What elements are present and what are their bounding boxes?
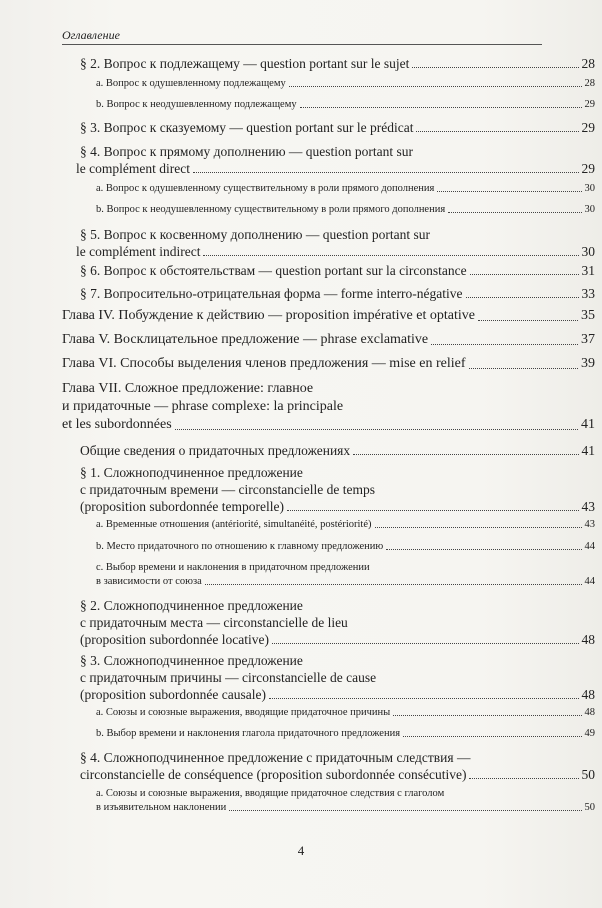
entry-title-line: § 7. Вопросительно-отрицательная форма — forme interro-négative bbox=[80, 286, 463, 301]
entry-title-line: § 3. Сложноподчиненное предложение bbox=[80, 653, 303, 668]
entry-page-number: 39 bbox=[581, 356, 595, 371]
entry-page-number: 30 bbox=[581, 244, 595, 259]
entry-title-line: a. Союзы и союзные выражения, вводящие придаточное следствия с глаголом bbox=[96, 788, 445, 799]
entry-title-line: § 2. Вопрос к подлежащему — question portant sur le sujet bbox=[80, 56, 410, 71]
entry-page-number: 48 bbox=[584, 707, 595, 718]
entry-title-line: Глава V. Восклицательное предложение — phrase exclamative bbox=[62, 332, 429, 347]
entry-title-line: b. Выбор времени и наклонения глагола придаточного предложения bbox=[96, 728, 401, 739]
section-entry bbox=[80, 464, 595, 515]
dot-leader bbox=[287, 510, 579, 511]
entry-title-line: (proposition subordonnée causale) bbox=[80, 687, 266, 702]
subsection-entry bbox=[96, 540, 595, 554]
entry-title-line: a. Вопрос к одушевленному существительному в роли прямого дополнения bbox=[96, 183, 435, 194]
entry-page-number: 28 bbox=[581, 56, 595, 71]
dot-leader bbox=[448, 212, 581, 213]
dot-leader bbox=[193, 172, 579, 173]
chapter-entry bbox=[62, 331, 595, 349]
entry-title-line: в зависимости от союза bbox=[96, 576, 202, 587]
subsection-entry bbox=[96, 706, 595, 720]
entry-title-line: Глава VI. Способы выделения членов предложения — mise en relief bbox=[62, 356, 466, 371]
entry-page-number: 30 bbox=[584, 183, 595, 194]
chapter-entry bbox=[62, 307, 595, 325]
entry-title-line: le complément direct bbox=[76, 161, 190, 176]
subsection-entry bbox=[96, 98, 595, 112]
page-number: 4 bbox=[297, 843, 305, 858]
entry-title-line: в изъявительном наклонении bbox=[96, 802, 227, 813]
section-entry bbox=[80, 749, 595, 783]
entry-page-number: 37 bbox=[581, 332, 595, 347]
entry-page-number: 35 bbox=[581, 308, 595, 323]
section-entry bbox=[80, 442, 595, 459]
entry-title-line: b. Вопрос к неодушевленному существительному в роли прямого дополнения bbox=[96, 204, 446, 215]
entry-title-line: (proposition subordonnée temporelle) bbox=[80, 499, 284, 514]
subsection-entry bbox=[96, 182, 595, 196]
entry-page-number: 43 bbox=[581, 499, 595, 514]
subsection-entry bbox=[96, 727, 595, 741]
dot-leader bbox=[470, 274, 579, 275]
section-entry bbox=[80, 119, 595, 136]
entry-title-line: и придаточные — phrase complexe: la principale bbox=[62, 399, 344, 414]
section-entry bbox=[76, 226, 595, 260]
entry-title-line: le complément indirect bbox=[76, 244, 201, 259]
dot-leader bbox=[386, 549, 581, 550]
dot-leader bbox=[203, 255, 578, 256]
entry-page-number: 44 bbox=[584, 576, 595, 587]
dot-leader bbox=[403, 736, 581, 737]
entry-page-number: 49 bbox=[584, 728, 595, 739]
dot-leader bbox=[269, 698, 579, 699]
entry-title-line: с придаточным места — circonstancielle de lieu bbox=[80, 615, 348, 630]
running-header: Оглавление bbox=[62, 28, 542, 45]
entry-title-line: (proposition subordonnée locative) bbox=[80, 632, 269, 647]
entry-page-number: 50 bbox=[581, 767, 595, 782]
entry-page-number: 29 bbox=[581, 120, 595, 135]
section-entry bbox=[80, 597, 595, 648]
dot-leader bbox=[466, 297, 579, 298]
entry-title-line: Глава VII. Сложное предложение: главное bbox=[62, 381, 314, 396]
entry-page-number: 48 bbox=[581, 687, 595, 702]
entry-page-number: 29 bbox=[581, 161, 595, 176]
entry-page-number: 43 bbox=[584, 519, 595, 530]
dot-leader bbox=[416, 131, 578, 132]
entry-page-number: 44 bbox=[584, 541, 595, 552]
section-entry bbox=[80, 285, 595, 302]
entry-page-number: 48 bbox=[581, 632, 595, 647]
entry-title-line: Глава IV. Побуждение к действию — proposition impérative et optative bbox=[62, 308, 475, 323]
entry-title-line: § 4. Сложноподчиненное предложение с придаточным следствия — bbox=[80, 750, 471, 765]
dot-leader bbox=[375, 527, 582, 528]
dot-leader bbox=[353, 454, 578, 455]
dot-leader bbox=[229, 810, 581, 811]
dot-leader bbox=[431, 344, 578, 345]
entry-title-line: § 2. Сложноподчиненное предложение bbox=[80, 598, 303, 613]
section-entry bbox=[76, 143, 595, 177]
dot-leader bbox=[393, 715, 581, 716]
section-entry bbox=[80, 652, 595, 703]
entry-page-number: 41 bbox=[581, 443, 595, 458]
dot-leader bbox=[205, 584, 582, 585]
entry-title-line: § 3. Вопрос к сказуемому — question portant sur le prédicat bbox=[80, 120, 414, 135]
entry-page-number: 30 bbox=[584, 204, 595, 215]
dot-leader bbox=[437, 191, 581, 192]
entry-title-line: с придаточным причины — circonstancielle de cause bbox=[80, 670, 377, 685]
entry-page-number: 50 bbox=[584, 802, 595, 813]
entry-page-number: 31 bbox=[581, 263, 595, 278]
dot-leader bbox=[272, 643, 579, 644]
subsection-entry bbox=[96, 203, 595, 217]
entry-title-line: c. Выбор времени и наклонения в придаточном предложении bbox=[96, 562, 370, 573]
section-entry bbox=[80, 262, 595, 279]
entry-title-line: Общие сведения о придаточных предложениях bbox=[80, 443, 351, 458]
entry-title-line: b. Место придаточного по отношению к главному предложению bbox=[96, 541, 384, 552]
entry-title-line: § 1. Сложноподчиненное предложение bbox=[80, 465, 303, 480]
dot-leader bbox=[300, 107, 582, 108]
entry-page-number: 29 bbox=[584, 99, 595, 110]
entry-title-line: a. Вопрос к одушевленному подлежащему bbox=[96, 78, 286, 89]
entry-title-line: a. Временные отношения (antériorité, simultanéité, postériorité) bbox=[96, 519, 372, 530]
entry-title-line: с придаточным времени — circonstancielle de temps bbox=[80, 482, 375, 497]
subsection-entry bbox=[96, 77, 595, 91]
entry-title-line: et les subordonnées bbox=[62, 417, 172, 432]
subsection-entry bbox=[96, 518, 595, 532]
chapter-entry bbox=[62, 380, 595, 434]
entry-page-number: 28 bbox=[584, 78, 595, 89]
dot-leader bbox=[289, 86, 582, 87]
chapter-entry bbox=[62, 355, 595, 373]
entry-page-number: 41 bbox=[581, 417, 595, 432]
entry-title-line: § 6. Вопрос к обстоятельствам — question portant sur la circonstance bbox=[80, 263, 467, 278]
dot-leader bbox=[469, 778, 578, 779]
subsection-entry bbox=[96, 787, 595, 815]
dot-leader bbox=[412, 67, 578, 68]
dot-leader bbox=[175, 429, 578, 430]
entry-page-number: 33 bbox=[581, 286, 595, 301]
dot-leader bbox=[478, 320, 578, 321]
subsection-entry bbox=[96, 561, 595, 589]
entry-title-line: circonstancielle de conséquence (proposition subordonnée consécutive) bbox=[80, 767, 467, 782]
section-entry bbox=[80, 55, 595, 72]
entry-title-line: b. Вопрос к неодушевленному подлежащему bbox=[96, 99, 297, 110]
entry-title-line: a. Союзы и союзные выражения, вводящие придаточное причины bbox=[96, 707, 391, 718]
entry-title-line: § 5. Вопрос к косвенному дополнению — question portant sur bbox=[80, 227, 430, 242]
dot-leader bbox=[469, 368, 579, 369]
entry-title-line: § 4. Вопрос к прямому дополнению — question portant sur bbox=[80, 144, 414, 159]
